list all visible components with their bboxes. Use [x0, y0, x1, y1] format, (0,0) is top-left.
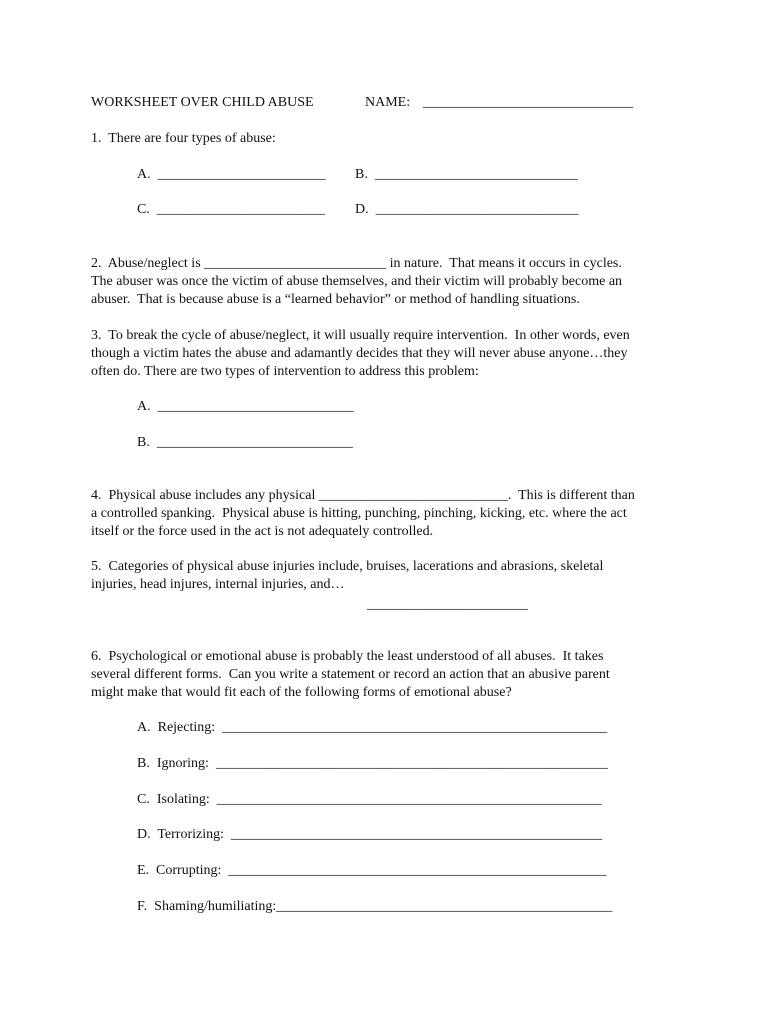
question-5-line-2: injuries, head injures, internal injuries, and…: [91, 577, 345, 592]
question-6-answer-isolating[interactable]: C. Isolating: _______________________________________________________: [137, 792, 602, 807]
question-6-answer-terrorizing[interactable]: D. Terrorizing: _____________________________________________________: [137, 827, 603, 842]
question-4-line-1: 4. Physical abuse includes any physical ___________________________. This is different than: [91, 488, 635, 503]
worksheet-title: WORKSHEET OVER CHILD ABUSE: [91, 95, 314, 110]
question-1-answer-c[interactable]: C. ________________________: [137, 202, 325, 217]
question-3-line-3: often do. There are two types of intervention to address this problem:: [91, 364, 479, 379]
question-3-line-1: 3. To break the cycle of abuse/neglect, it will usually require intervention. In other words, even: [91, 328, 630, 343]
question-6-answer-rejecting[interactable]: A. Rejecting: _______________________________________________________: [137, 720, 608, 735]
question-6-line-2: several different forms. Can you write a statement or record an action that an abusive parent: [91, 667, 610, 682]
question-1-answer-d[interactable]: D. _____________________________: [355, 202, 579, 217]
question-6-answer-ignoring[interactable]: B. Ignoring: ________________________________________________________: [137, 756, 608, 771]
question-6-answer-shaming[interactable]: F. Shaming/humiliating:________________________________________________: [137, 899, 613, 914]
question-3-answer-b[interactable]: B. ____________________________: [137, 435, 353, 450]
question-1-prompt: 1. There are four types of abuse:: [91, 131, 276, 146]
question-1-answer-a[interactable]: A. ________________________: [137, 167, 326, 182]
name-field[interactable]: ______________________________: [423, 95, 633, 110]
name-label: NAME:: [365, 95, 411, 110]
question-2-line-1: 2. Abuse/neglect is __________________________ in nature. That means it occurs in cycles.: [91, 256, 622, 271]
question-3-answer-a[interactable]: A. ____________________________: [137, 399, 354, 414]
question-6-answer-corrupting[interactable]: E. Corrupting: ______________________________________________________: [137, 863, 607, 878]
question-2-line-2: The abuser was once the victim of abuse themselves, and their victim will probably become an: [91, 274, 623, 289]
question-5-answer[interactable]: _______________________: [367, 597, 528, 612]
question-6-line-3: might make that would fit each of the following forms of emotional abuse?: [91, 685, 512, 700]
question-3-line-2: though a victim hates the abuse and adamantly decides that they will never abuse anyone…they: [91, 346, 628, 361]
question-4-line-3: itself or the force used in the act is not adequately controlled.: [91, 524, 434, 539]
question-4-line-2: a controlled spanking. Physical abuse is hitting, punching, pinching, kicking, etc. where the act: [91, 506, 627, 521]
question-5-line-1: 5. Categories of physical abuse injuries include, bruises, lacerations and abrasions, skeletal: [91, 559, 604, 574]
question-6-line-1: 6. Psychological or emotional abuse is probably the least understood of all abuses. It takes: [91, 649, 604, 664]
question-1-answer-b[interactable]: B. _____________________________: [355, 167, 578, 182]
question-2-line-3: abuser. That is because abuse is a “learned behavior” or method of handling situations.: [91, 292, 580, 307]
